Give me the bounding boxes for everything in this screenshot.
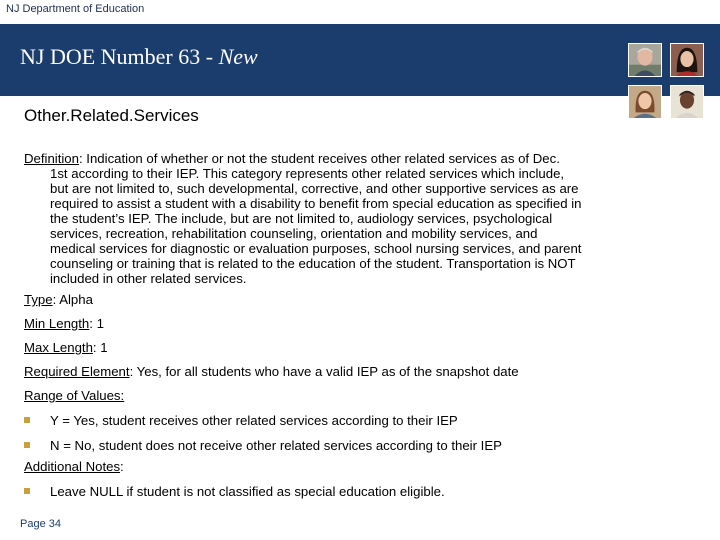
bullet-square-icon xyxy=(24,442,30,448)
note-item xyxy=(24,484,704,499)
definition-paragraph xyxy=(24,151,704,286)
person-photo-1 xyxy=(628,43,662,77)
type-field xyxy=(24,292,704,307)
definition-line: 1st according to their IEP. This category represents other related services which include, xyxy=(50,166,565,181)
additional-notes-field xyxy=(24,459,704,474)
max-length-value: : 1 xyxy=(92,340,108,355)
slide-title-text: NJ DOE Number 63 - xyxy=(20,44,219,69)
range-of-values-label: Range of Values: xyxy=(24,388,125,403)
slide-title xyxy=(20,44,258,70)
definition-line: included in other related services. xyxy=(50,271,247,286)
person-photo-4 xyxy=(670,85,704,119)
definition-line xyxy=(24,151,704,166)
required-element-label: Required Element xyxy=(24,364,130,379)
min-length-value: : 1 xyxy=(89,316,104,331)
min-length-label: Min Length xyxy=(24,316,90,331)
required-element-value: : Yes, for all students who have a valid IEP as of the snapshot date xyxy=(129,364,519,379)
definition-content xyxy=(24,151,704,499)
max-length-label: Max Length xyxy=(24,340,93,355)
definition-line: counseling or training that is related to the education of the student. Transportation is NOT xyxy=(50,256,576,271)
note-text: Leave NULL if student is not classified as special education eligible. xyxy=(50,484,445,499)
definition-line: but are not limited to, such developmental, corrective, and other supportive services as are xyxy=(50,181,579,196)
organization-name: NJ Department of Education xyxy=(6,3,145,15)
range-value-item xyxy=(24,438,704,453)
definition-line: medical services for diagnostic or evaluation purposes, school nursing services, and parent xyxy=(50,241,582,256)
required-element-field xyxy=(24,364,704,379)
min-length-field xyxy=(24,316,704,331)
additional-notes-colon: : xyxy=(120,459,124,474)
max-length-field xyxy=(24,340,704,355)
range-of-values-field xyxy=(24,388,704,403)
definition-line-text: : Indication of whether or not the student receives other related services as of Dec. xyxy=(78,151,560,166)
definition-label: Definition xyxy=(24,151,79,166)
person-photo-2 xyxy=(670,43,704,77)
type-label: Type xyxy=(24,292,53,307)
type-value: : Alpha xyxy=(52,292,93,307)
title-banner xyxy=(0,24,720,96)
definition-line: services, recreation, rehabilitation counseling, orientation and mobility services, and xyxy=(50,226,538,241)
person-photo-3 xyxy=(628,85,662,119)
definition-line: the student’s IEP. The include, but are not limited to, audiology services, psychological xyxy=(50,211,553,226)
additional-notes-label: Additional Notes xyxy=(24,459,121,474)
definition-line: required to assist a student with a disability to benefit from special education as specified in xyxy=(50,196,582,211)
slide-title-new: New xyxy=(218,44,258,69)
range-value-text: N = No, student does not receive other related services according to their IEP xyxy=(50,438,502,453)
range-value-text: Y = Yes, student receives other related services according to their IEP xyxy=(50,413,458,428)
range-value-item xyxy=(24,413,704,428)
bullet-square-icon xyxy=(24,488,30,494)
bullet-square-icon xyxy=(24,417,30,423)
section-heading: Other.Related.Services xyxy=(24,106,199,125)
page-number: Page 34 xyxy=(20,518,61,530)
